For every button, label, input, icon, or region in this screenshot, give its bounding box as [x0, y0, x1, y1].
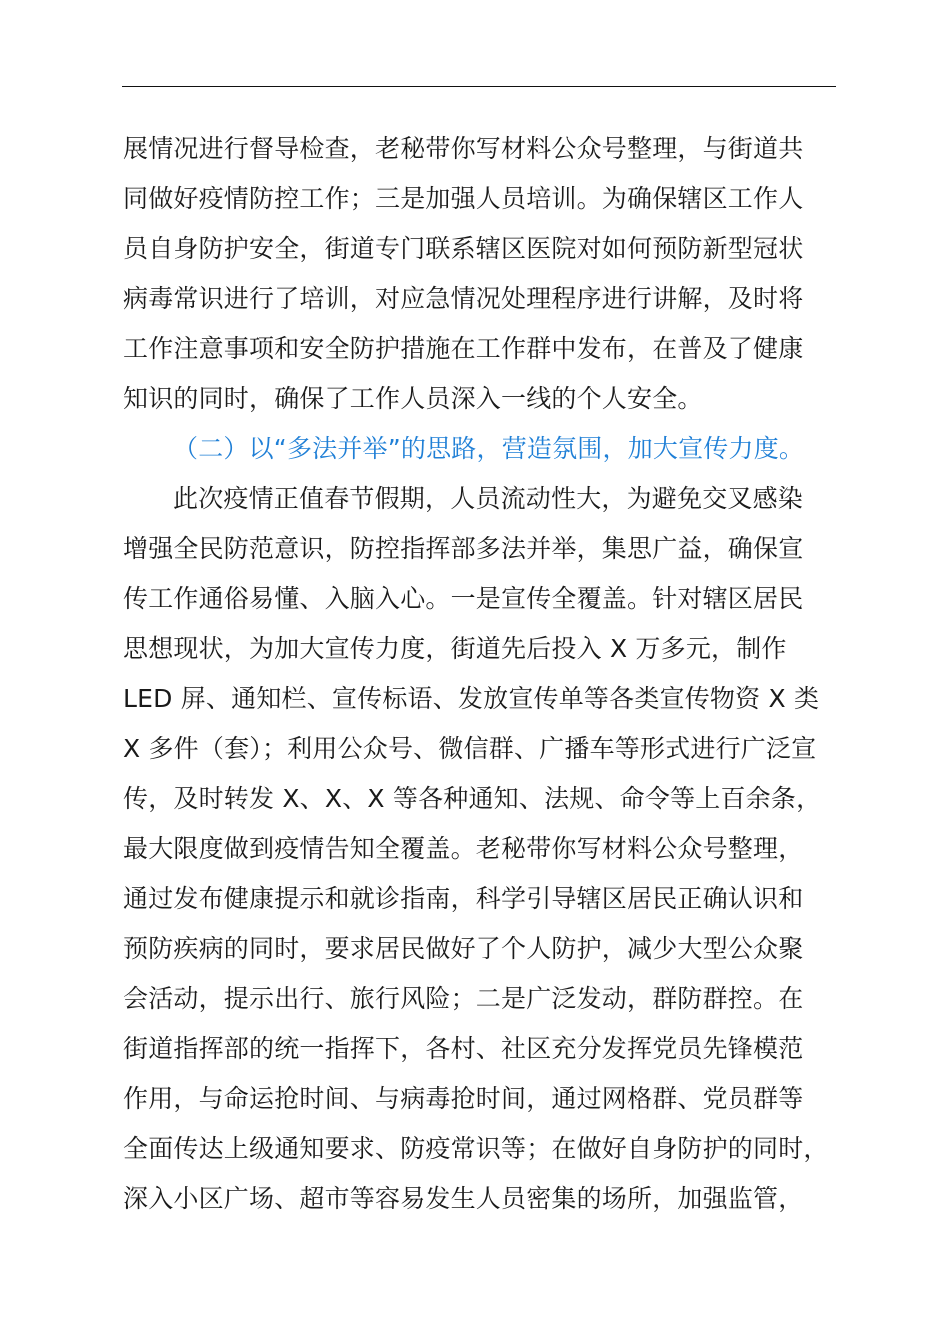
body-line: 病毒常识进行了培训，对应急情况处理程序进行讲解，及时将	[123, 284, 804, 313]
body-line: 工作注意事项和安全防护措施在工作群中发布，在普及了健康	[123, 334, 804, 363]
header-rule	[122, 86, 836, 87]
body-line: 最大限度做到疫情告知全覆盖。老秘带你写材料公众号整理，	[123, 834, 804, 863]
body-line: 深入小区广场、超市等容易发生人员密集的场所，加强监管，	[123, 1184, 804, 1213]
body-line: LED 屏、通知栏、宣传标语、发放宣传单等各类宣传物资 X 类	[123, 684, 820, 713]
body-line: 思想现状，为加大宣传力度，街道先后投入 X 万多元，制作	[123, 634, 787, 663]
body-line: 知识的同时，确保了工作人员深入一线的个人安全。	[123, 384, 703, 413]
body-line: 通过发布健康提示和就诊指南，科学引导辖区居民正确认识和	[123, 884, 804, 913]
body-line: 同做好疫情防控工作；三是加强人员培训。为确保辖区工作人	[123, 184, 804, 213]
body-line: 街道指挥部的统一指挥下，各村、社区充分发挥党员先锋模范	[123, 1034, 804, 1063]
body-line: 员自身防护安全，街道专门联系辖区医院对如何预防新型冠状	[123, 234, 804, 263]
body-line: 会活动，提示出行、旅行风险；二是广泛发动，群防群控。在	[123, 984, 804, 1013]
body-line: 传工作通俗易懂、入脑入心。一是宣传全覆盖。针对辖区居民	[123, 584, 804, 613]
body-line: 作用，与命运抢时间、与病毒抢时间，通过网格群、党员群等	[123, 1084, 804, 1113]
body-line: X 多件（套）；利用公众号、微信群、广播车等形式进行广泛宣	[123, 734, 817, 763]
body-line: 全面传达上级通知要求、防疫常识等；在做好自身防护的同时，	[123, 1134, 829, 1163]
paragraph-first-line: 此次疫情正值春节假期，人员流动性大，为避免交叉感染	[173, 484, 804, 513]
body-line: 预防疾病的同时，要求居民做好了个人防护，减少大型公众聚	[123, 934, 804, 963]
body-line: 传，及时转发 X、X、X 等各种通知、法规、命令等上百余条，	[123, 784, 822, 813]
body-line: 增强全民防范意识，防控指挥部多法并举，集思广益，确保宣	[123, 534, 804, 563]
body-line: 展情况进行督导检查，老秘带你写材料公众号整理，与街道共	[123, 134, 804, 163]
section-heading: （二）以“多法并举”的思路，营造氛围，加大宣传力度。	[173, 434, 805, 463]
